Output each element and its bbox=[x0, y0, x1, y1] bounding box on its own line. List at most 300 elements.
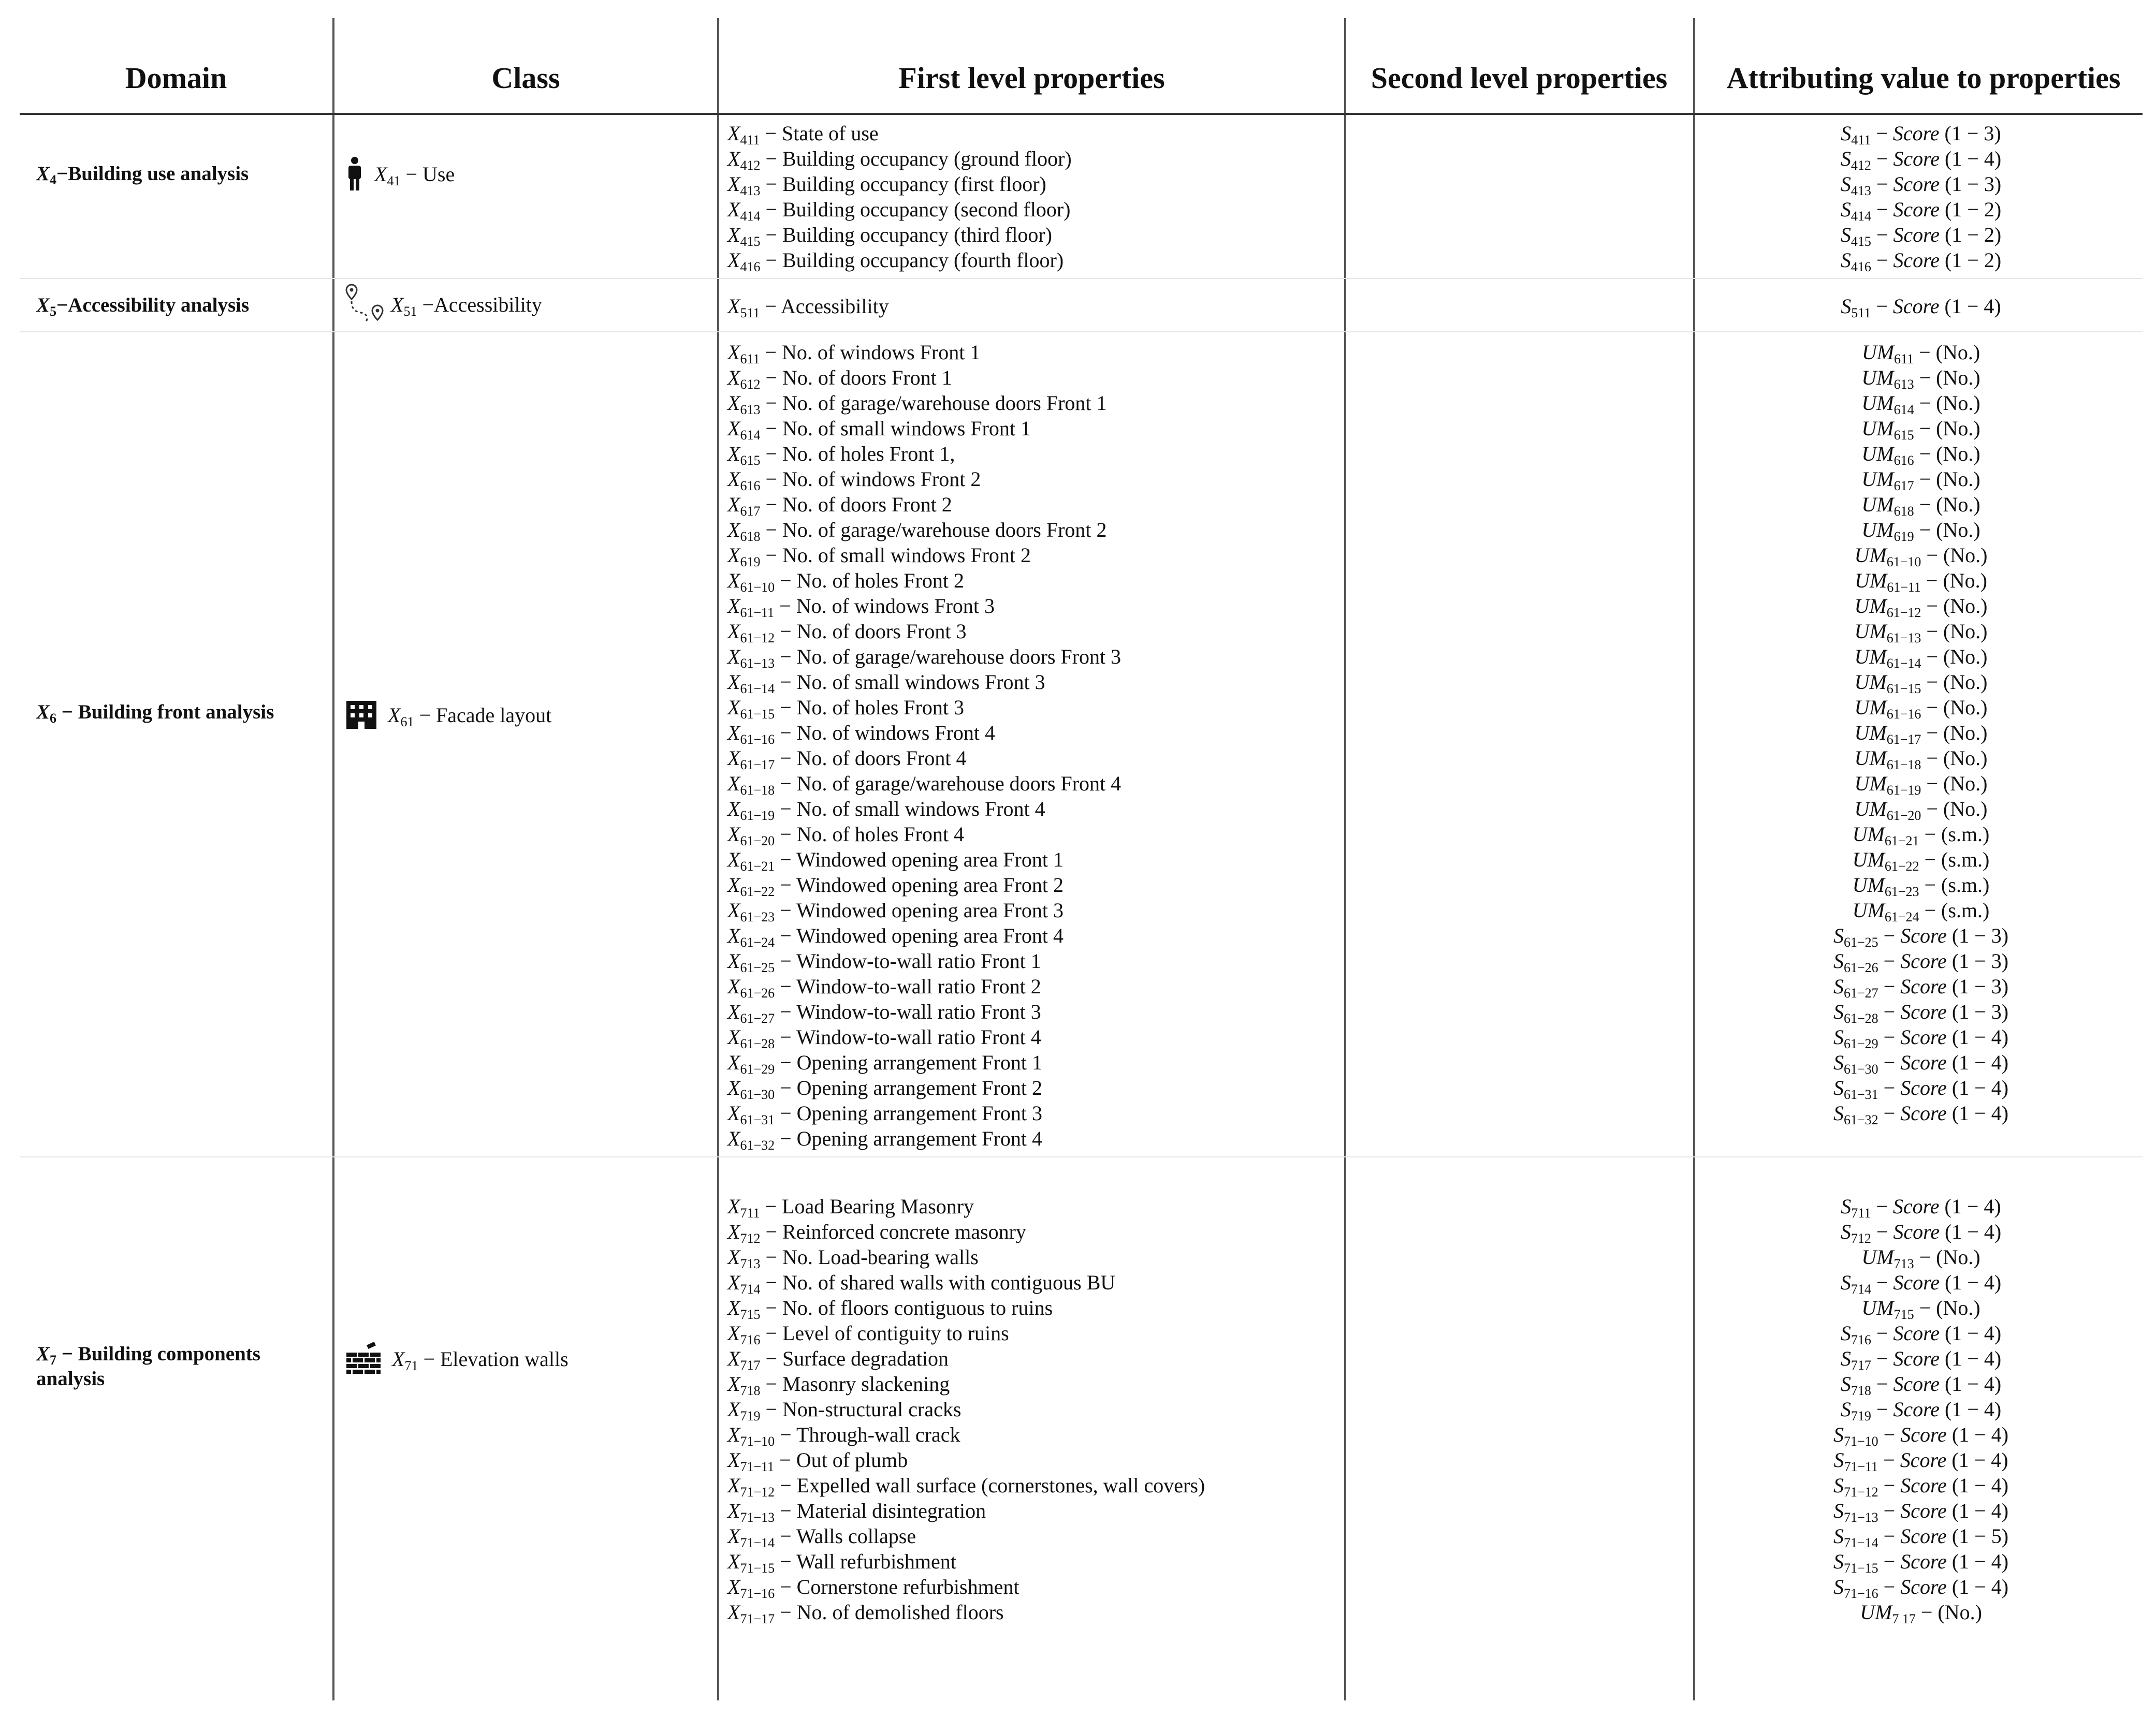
class-cell: $X_{51}$ −Accessibility bbox=[344, 284, 707, 325]
value-item bbox=[1703, 644, 2138, 669]
value-kind: Score bbox=[1893, 223, 1940, 246]
value-kind: Score bbox=[1900, 1000, 1947, 1023]
property-label: − Reinforced concrete masonry bbox=[765, 1220, 1026, 1243]
value-index: 716 bbox=[1851, 1332, 1871, 1347]
header-second-level-properties: Second level properties bbox=[1371, 61, 1668, 95]
value-index: 61−14 bbox=[1886, 656, 1921, 671]
property-item bbox=[727, 644, 1333, 669]
value-range: (1 − 4) bbox=[1946, 1051, 2009, 1074]
property-list bbox=[727, 1194, 1333, 1625]
property-item bbox=[727, 745, 1333, 771]
value-separator: − (No.) bbox=[1914, 518, 1980, 541]
value-symbol: S bbox=[1833, 1051, 1844, 1074]
value-range: (1 − 3) bbox=[1946, 924, 2009, 947]
value-symbol: S bbox=[1833, 975, 1844, 998]
property-item bbox=[727, 247, 1333, 273]
value-index: 61−26 bbox=[1843, 960, 1878, 975]
value-item bbox=[1703, 171, 2138, 197]
property-index: 61−25 bbox=[740, 960, 775, 975]
value-index: 61−27 bbox=[1843, 986, 1878, 1001]
property-item bbox=[727, 1371, 1333, 1397]
value-item bbox=[1703, 1523, 2138, 1549]
property-item bbox=[727, 1574, 1333, 1599]
value-index: 61−15 bbox=[1886, 681, 1921, 696]
property-symbol: X bbox=[727, 924, 740, 947]
value-kind: Score bbox=[1893, 1220, 1940, 1243]
value-range: (1 − 5) bbox=[1946, 1524, 2009, 1548]
value-index: 719 bbox=[1851, 1408, 1871, 1424]
value-separator: − (No.) bbox=[1914, 341, 1980, 364]
property-label: − No. of doors Front 2 bbox=[765, 493, 952, 516]
value-index: 61−19 bbox=[1886, 783, 1921, 798]
value-symbol: S bbox=[1833, 1025, 1844, 1049]
property-label: − Opening arrangement Front 3 bbox=[780, 1102, 1042, 1125]
property-symbol: X bbox=[727, 223, 740, 246]
property-label: − No. of windows Front 3 bbox=[779, 594, 995, 618]
value-separator: − (s.m.) bbox=[1919, 848, 1990, 871]
property-label: − No. of doors Front 3 bbox=[780, 620, 967, 643]
value-item bbox=[1703, 1422, 2138, 1447]
value-separator: − (No.) bbox=[1914, 467, 1980, 491]
value-symbol: UM bbox=[1854, 594, 1887, 618]
value-symbol: UM bbox=[1861, 391, 1894, 415]
value-index: 714 bbox=[1851, 1282, 1871, 1297]
value-index: 61−32 bbox=[1843, 1112, 1878, 1127]
value-symbol: UM bbox=[1854, 620, 1887, 643]
value-index: 71−11 bbox=[1844, 1459, 1878, 1474]
value-separator: − bbox=[1871, 1271, 1893, 1294]
property-symbol: X bbox=[727, 1550, 740, 1573]
value-list bbox=[1703, 1194, 2138, 1625]
property-label: − Building occupancy (ground floor) bbox=[765, 147, 1072, 170]
property-index: 713 bbox=[740, 1256, 761, 1271]
value-separator: − bbox=[1878, 1025, 1901, 1049]
property-symbol: X bbox=[727, 391, 740, 415]
value-index: 61−30 bbox=[1843, 1062, 1878, 1077]
property-index: 618 bbox=[740, 529, 761, 544]
value-index: 616 bbox=[1893, 453, 1914, 468]
property-symbol: X bbox=[727, 823, 740, 846]
property-symbol: X bbox=[727, 873, 740, 897]
property-symbol: X bbox=[727, 1499, 740, 1522]
value-range: (1 − 4) bbox=[1946, 1575, 2009, 1598]
property-list bbox=[727, 121, 1333, 273]
value-range: (1 − 4) bbox=[1946, 1102, 2009, 1125]
property-item bbox=[727, 898, 1333, 923]
value-symbol: S bbox=[1833, 1550, 1844, 1573]
property-item bbox=[727, 720, 1333, 745]
property-index: 413 bbox=[740, 183, 761, 198]
property-index: 616 bbox=[740, 478, 761, 493]
property-index: 617 bbox=[740, 504, 761, 519]
property-item bbox=[727, 171, 1333, 197]
domain-cell: $X_5-Accessibility$ analysis bbox=[36, 294, 250, 319]
property-symbol: X bbox=[727, 341, 740, 364]
value-kind: Score bbox=[1892, 122, 1940, 145]
value-index: 412 bbox=[1851, 158, 1871, 173]
value-kind: Score bbox=[1893, 1347, 1940, 1370]
value-symbol: UM bbox=[1861, 467, 1894, 491]
value-item bbox=[1703, 1371, 2138, 1397]
value-index: 61−23 bbox=[1884, 884, 1919, 899]
property-index: 61−27 bbox=[740, 1011, 775, 1026]
value-symbol: UM bbox=[1854, 721, 1887, 744]
value-item bbox=[1703, 999, 2138, 1024]
property-symbol: X bbox=[727, 746, 740, 770]
property-label: − Cornerstone refurbishment bbox=[780, 1575, 1019, 1598]
value-index: 411 bbox=[1851, 133, 1871, 148]
property-label: − Window-to-wall ratio Front 2 bbox=[780, 975, 1041, 998]
property-index: 61−28 bbox=[740, 1036, 775, 1051]
value-symbol: S bbox=[1833, 1524, 1844, 1548]
property-item bbox=[727, 1473, 1333, 1498]
value-index: 61−25 bbox=[1843, 935, 1878, 950]
property-item bbox=[727, 1320, 1333, 1346]
property-item bbox=[727, 1024, 1333, 1050]
property-index: 61−31 bbox=[740, 1112, 775, 1127]
value-index: 613 bbox=[1893, 377, 1914, 392]
property-symbol: X bbox=[727, 198, 740, 221]
value-separator: − (No.) bbox=[1914, 1245, 1980, 1269]
value-symbol: UM bbox=[1861, 417, 1894, 440]
value-item bbox=[1703, 1075, 2138, 1100]
property-label: − Building occupancy (fourth floor) bbox=[765, 248, 1064, 272]
property-index: 71−16 bbox=[740, 1586, 775, 1601]
column-divider-2 bbox=[717, 18, 719, 1700]
property-index: 61−29 bbox=[740, 1062, 775, 1077]
value-symbol: UM bbox=[1860, 1601, 1892, 1624]
property-item bbox=[727, 1219, 1333, 1244]
value-kind: Score bbox=[1900, 975, 1947, 998]
value-symbol: S bbox=[1833, 1423, 1844, 1446]
value-index: 713 bbox=[1893, 1256, 1914, 1271]
value-kind: Score bbox=[1900, 949, 1947, 973]
value-item bbox=[1703, 593, 2138, 619]
property-item bbox=[727, 619, 1333, 644]
value-separator: − (No.) bbox=[1914, 442, 1980, 465]
property-index: 414 bbox=[740, 209, 761, 224]
property-index: 61−30 bbox=[740, 1087, 775, 1102]
value-symbol: S bbox=[1841, 295, 1852, 318]
value-symbol: S bbox=[1833, 1474, 1844, 1497]
value-item bbox=[1703, 669, 2138, 695]
property-label: − Building occupancy (third floor) bbox=[765, 223, 1052, 246]
property-symbol: X bbox=[727, 248, 740, 272]
value-index: 61−28 bbox=[1843, 1011, 1878, 1026]
property-index: 615 bbox=[740, 453, 761, 468]
property-symbol: X bbox=[727, 848, 740, 871]
value-item bbox=[1703, 1473, 2138, 1498]
value-index: 61−10 bbox=[1886, 554, 1921, 569]
value-index: 619 bbox=[1893, 529, 1914, 544]
value-symbol: S bbox=[1840, 1220, 1851, 1243]
value-item bbox=[1703, 974, 2138, 999]
domain-cell: $X_4-Building$ use analysis bbox=[36, 163, 249, 187]
value-separator: − (No.) bbox=[1921, 797, 1988, 820]
person-icon bbox=[344, 156, 365, 192]
value-item bbox=[1703, 146, 2138, 171]
property-item bbox=[727, 222, 1333, 247]
building-icon bbox=[344, 700, 378, 730]
value-index: 414 bbox=[1851, 209, 1871, 224]
value-item bbox=[1703, 745, 2138, 771]
property-symbol: X bbox=[727, 1575, 740, 1598]
value-symbol: UM bbox=[1854, 797, 1887, 820]
property-label: − Opening arrangement Front 1 bbox=[780, 1051, 1042, 1074]
value-symbol: S bbox=[1833, 949, 1844, 973]
property-index: 511 bbox=[740, 305, 760, 320]
value-symbol: S bbox=[1833, 1076, 1844, 1099]
property-index: 611 bbox=[740, 351, 760, 366]
property-label: − Building occupancy (first floor) bbox=[765, 172, 1046, 196]
header-rule bbox=[20, 113, 2143, 115]
property-label: − Wall refurbishment bbox=[780, 1550, 956, 1573]
property-label: − No. of windows Front 1 bbox=[765, 341, 981, 364]
value-index: 61−11 bbox=[1887, 580, 1921, 595]
value-index: 71−12 bbox=[1843, 1485, 1878, 1500]
value-item bbox=[1703, 1549, 2138, 1574]
value-range: (1 − 4) bbox=[1939, 1347, 2002, 1370]
property-index: 61−18 bbox=[740, 783, 775, 798]
property-index: 61−12 bbox=[740, 630, 775, 645]
property-index: 718 bbox=[740, 1383, 761, 1398]
value-kind: Score bbox=[1893, 198, 1940, 221]
value-symbol: UM bbox=[1861, 366, 1894, 389]
property-symbol: X bbox=[727, 147, 740, 170]
value-symbol: UM bbox=[1852, 823, 1885, 846]
property-label: − No. of garage/warehouse doors Front 4 bbox=[780, 772, 1121, 795]
property-symbol: X bbox=[727, 1524, 740, 1548]
value-list bbox=[1703, 293, 2138, 319]
value-separator: − (No.) bbox=[1914, 493, 1980, 516]
value-symbol: S bbox=[1833, 924, 1844, 947]
value-separator: − bbox=[1878, 1102, 1901, 1125]
property-item bbox=[727, 669, 1333, 695]
row-divider-2 bbox=[20, 331, 2143, 332]
value-separator: − (No.) bbox=[1914, 1296, 1980, 1319]
property-symbol: X bbox=[727, 1195, 740, 1218]
value-range: (1 − 4) bbox=[1946, 1448, 2008, 1472]
value-range: (1 − 4) bbox=[1946, 1499, 2009, 1522]
value-symbol: UM bbox=[1854, 772, 1887, 795]
property-symbol: X bbox=[727, 518, 740, 541]
property-index: 71−17 bbox=[740, 1611, 775, 1626]
value-separator: − bbox=[1871, 1322, 1893, 1345]
value-separator: − bbox=[1871, 172, 1893, 196]
property-symbol: X bbox=[727, 1076, 740, 1099]
property-label: − Material disintegration bbox=[780, 1499, 986, 1522]
property-symbol: X bbox=[727, 1601, 740, 1624]
value-separator: − bbox=[1878, 1575, 1901, 1598]
property-index: 61−17 bbox=[740, 757, 775, 772]
value-item bbox=[1703, 197, 2138, 222]
value-range: (1 − 3) bbox=[1946, 949, 2009, 973]
value-symbol: S bbox=[1833, 1499, 1844, 1522]
value-range: (1 − 3) bbox=[1939, 172, 2002, 196]
property-index: 61−23 bbox=[740, 909, 775, 924]
value-separator: − (No.) bbox=[1921, 746, 1988, 770]
value-separator: − (No.) bbox=[1914, 391, 1980, 415]
value-separator: − (s.m.) bbox=[1919, 823, 1990, 846]
property-index: 714 bbox=[740, 1282, 761, 1297]
property-symbol: X bbox=[727, 1000, 740, 1023]
property-item bbox=[727, 1397, 1333, 1422]
value-index: 71−15 bbox=[1843, 1561, 1878, 1576]
property-index: 71−14 bbox=[740, 1535, 775, 1550]
value-range: (1 − 4) bbox=[1939, 1372, 2002, 1396]
value-range: (1 − 4) bbox=[1939, 1322, 2002, 1345]
value-item bbox=[1703, 247, 2138, 273]
value-symbol: S bbox=[1840, 248, 1851, 272]
value-item bbox=[1703, 441, 2138, 466]
class-cell: $X_{41}$ − Use bbox=[344, 158, 707, 189]
property-item bbox=[727, 821, 1333, 847]
value-item bbox=[1703, 390, 2138, 416]
property-item bbox=[727, 197, 1333, 222]
property-symbol: X bbox=[727, 569, 740, 592]
property-label: − No. of holes Front 2 bbox=[780, 569, 964, 592]
property-item bbox=[727, 1270, 1333, 1295]
property-label: − No. of garage/warehouse doors Front 1 bbox=[765, 391, 1107, 415]
property-label: − Non-structural cracks bbox=[765, 1398, 962, 1421]
property-index: 61−10 bbox=[740, 580, 775, 595]
property-label: − No. of small windows Front 2 bbox=[765, 544, 1031, 567]
property-label: − No. of floors contiguous to ruins bbox=[765, 1296, 1053, 1319]
value-separator: − bbox=[1878, 1474, 1901, 1497]
value-kind: Score bbox=[1900, 1423, 1947, 1446]
value-item bbox=[1703, 695, 2138, 720]
value-symbol: S bbox=[1840, 1271, 1851, 1294]
property-symbol: X bbox=[727, 949, 740, 973]
value-range: (1 − 4) bbox=[1946, 1025, 2009, 1049]
property-item bbox=[727, 999, 1333, 1024]
value-item bbox=[1703, 1447, 2138, 1473]
value-separator: − bbox=[1878, 975, 1901, 998]
property-item bbox=[727, 1422, 1333, 1447]
property-index: 619 bbox=[740, 554, 761, 569]
value-separator: − bbox=[1871, 147, 1893, 170]
property-label: − Window-to-wall ratio Front 3 bbox=[780, 1000, 1041, 1023]
value-separator: − bbox=[1871, 1220, 1893, 1243]
property-index: 61−20 bbox=[740, 833, 775, 848]
value-separator: − (No.) bbox=[1920, 569, 1987, 592]
property-item bbox=[727, 1100, 1333, 1126]
value-index: 61−18 bbox=[1886, 757, 1921, 772]
value-separator: − (No.) bbox=[1921, 594, 1988, 618]
property-index: 71−11 bbox=[740, 1459, 775, 1474]
value-symbol: UM bbox=[1852, 848, 1885, 871]
value-separator: − (No.) bbox=[1921, 620, 1988, 643]
value-separator: − bbox=[1871, 1347, 1893, 1370]
column-divider-4 bbox=[1693, 18, 1695, 1700]
value-symbol: S bbox=[1840, 1322, 1851, 1345]
value-index: 71−10 bbox=[1843, 1434, 1878, 1449]
value-symbol: S bbox=[1840, 223, 1851, 246]
property-index: 719 bbox=[740, 1408, 761, 1424]
property-label: − No. of garage/warehouse doors Front 3 bbox=[780, 645, 1121, 668]
value-separator: − (No.) bbox=[1914, 417, 1980, 440]
value-separator: − bbox=[1878, 1051, 1901, 1074]
value-index: 61−29 bbox=[1843, 1036, 1878, 1051]
property-symbol: X bbox=[727, 696, 740, 719]
value-item bbox=[1703, 365, 2138, 390]
value-symbol: UM bbox=[1861, 1245, 1894, 1269]
property-item bbox=[727, 872, 1333, 898]
property-symbol: X bbox=[727, 1220, 740, 1243]
value-separator: − (No.) bbox=[1921, 544, 1988, 567]
value-kind: Score bbox=[1893, 147, 1940, 170]
value-item bbox=[1703, 568, 2138, 593]
value-item bbox=[1703, 416, 2138, 441]
value-kind: Score bbox=[1892, 295, 1940, 318]
value-item bbox=[1703, 619, 2138, 644]
value-kind: Score bbox=[1893, 1372, 1940, 1396]
property-index: 415 bbox=[740, 234, 761, 249]
property-item bbox=[727, 1050, 1333, 1075]
property-symbol: X bbox=[727, 1372, 740, 1396]
property-symbol: X bbox=[727, 417, 740, 440]
property-label: − No. of holes Front 3 bbox=[780, 696, 964, 719]
value-symbol: S bbox=[1840, 1347, 1851, 1370]
property-index: 61−14 bbox=[740, 681, 775, 696]
property-label: − State of use bbox=[765, 122, 879, 145]
value-item bbox=[1703, 1024, 2138, 1050]
property-symbol: X bbox=[727, 975, 740, 998]
property-symbol: X bbox=[727, 1051, 740, 1074]
property-symbol: X bbox=[727, 1398, 740, 1421]
value-item bbox=[1703, 796, 2138, 821]
value-symbol: UM bbox=[1861, 493, 1894, 516]
value-item bbox=[1703, 847, 2138, 872]
value-separator: − bbox=[1878, 1550, 1901, 1573]
value-symbol: S bbox=[1840, 1372, 1851, 1396]
value-item bbox=[1703, 1599, 2138, 1625]
property-label: − No. of garage/warehouse doors Front 2 bbox=[765, 518, 1107, 541]
property-symbol: X bbox=[727, 670, 740, 694]
property-symbol: X bbox=[727, 122, 740, 145]
header-class: Class bbox=[491, 61, 560, 95]
property-index: 715 bbox=[740, 1307, 761, 1322]
property-symbol: X bbox=[727, 442, 740, 465]
value-range: (1 − 4) bbox=[1939, 295, 2001, 318]
property-label: − Level of contiguity to ruins bbox=[765, 1322, 1009, 1345]
value-item bbox=[1703, 1194, 2138, 1219]
column-divider-3 bbox=[1344, 18, 1346, 1700]
value-separator: − bbox=[1878, 1000, 1901, 1023]
property-symbol: X bbox=[727, 1448, 740, 1472]
property-index: 712 bbox=[740, 1231, 761, 1246]
property-index: 71−15 bbox=[740, 1561, 775, 1576]
value-range: (1 − 4) bbox=[1939, 1271, 2002, 1294]
property-label: − Opening arrangement Front 2 bbox=[780, 1076, 1042, 1099]
property-item bbox=[727, 146, 1333, 171]
property-item bbox=[727, 121, 1333, 146]
value-index: 71−14 bbox=[1843, 1535, 1878, 1550]
property-symbol: X bbox=[727, 772, 740, 795]
value-separator: − bbox=[1871, 198, 1893, 221]
property-list bbox=[727, 293, 1333, 319]
value-separator: − bbox=[1878, 1448, 1900, 1472]
value-item bbox=[1703, 1320, 2138, 1346]
value-index: 61−24 bbox=[1884, 909, 1919, 924]
value-item bbox=[1703, 492, 2138, 517]
property-item bbox=[727, 796, 1333, 821]
property-symbol: X bbox=[727, 594, 740, 618]
property-item bbox=[727, 1549, 1333, 1574]
value-kind: Score bbox=[1893, 172, 1940, 196]
property-item bbox=[727, 593, 1333, 619]
value-separator: − (No.) bbox=[1921, 645, 1988, 668]
